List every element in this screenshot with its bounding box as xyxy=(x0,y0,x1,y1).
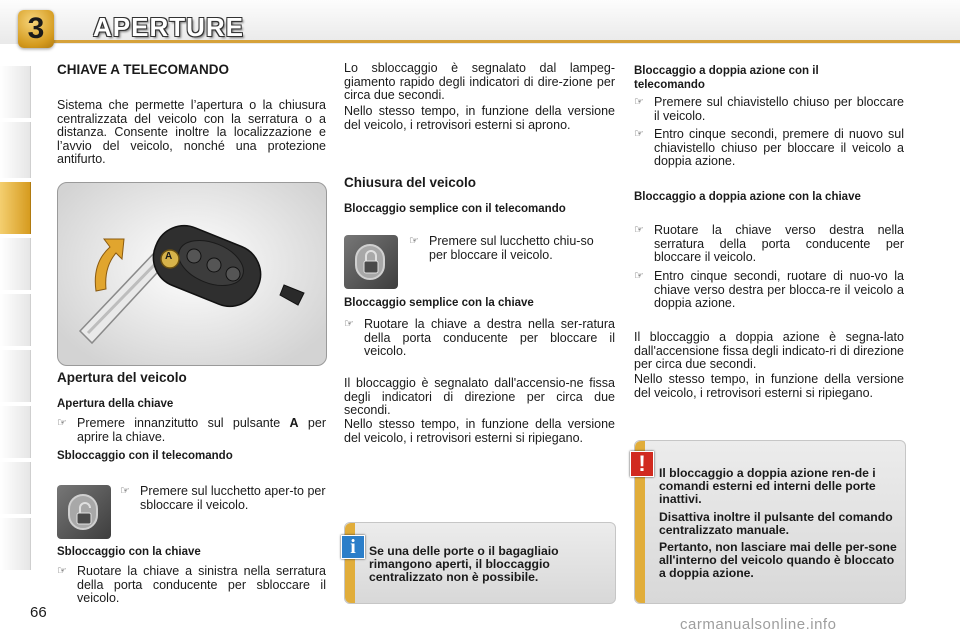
key-opening-bullet xyxy=(57,417,326,444)
key-unlock-text: Ruotare la chiave a sinistra nella serratura della porta conducente per sbloccare il veicolo. xyxy=(77,564,326,605)
button-a-label: A xyxy=(165,251,173,262)
simple-key-bullet xyxy=(344,318,615,359)
chapter-tab-2[interactable] xyxy=(0,122,31,178)
chapter-title: APERTURE xyxy=(93,12,245,42)
warning-icon: ! xyxy=(630,451,654,477)
hand-pointer-icon: ☞ xyxy=(120,485,130,497)
padlock-closed-icon xyxy=(344,235,398,289)
info-box-text: Se una delle porte o il bagagliaio rimangono aperti, il bloccaggio centralizzato non è possibile. xyxy=(369,544,559,584)
info-icon: i xyxy=(341,535,365,559)
hand-pointer-icon: ☞ xyxy=(344,318,354,330)
unlock-signal-paragraph: Lo sbloccaggio è segnalato dal lampeg-giamento rapido degli indicatori di dire-zione per circa due secondi. xyxy=(344,61,615,102)
opening-title: Apertura del veicolo xyxy=(57,370,187,385)
key-unlock-bullet xyxy=(57,565,326,606)
padlock-open-icon xyxy=(57,485,111,539)
unlock-mirrors-paragraph: Nello stesso tempo, in funzione della versione del veicolo, i retrovisori esterni si aprono. xyxy=(344,104,615,132)
key-unlock-title: Sbloccaggio con la chiave xyxy=(57,546,201,558)
double-key-bullet-1 xyxy=(634,224,904,265)
warning-text-3: Pertanto, non lasciare mai delle per-sone all'interno del veicolo quando è bloccato a doppia azione. xyxy=(659,540,897,580)
hand-pointer-icon: ☞ xyxy=(634,96,644,108)
double-remote-title: Bloccaggio a doppia azione con il telecomando xyxy=(634,65,819,91)
double-key-text-2: Entro cinque secondi, ruotare di nuo-vo la chiave verso destra per blocca-re il veicolo a doppia azione. xyxy=(654,269,904,310)
info-box xyxy=(344,522,616,604)
lock-signal-paragraph: Il bloccaggio è segnalato dall'accensio-ne fissa degli indicatori di direzione per circa due secondi. xyxy=(344,376,615,417)
chapter-tab-1[interactable] xyxy=(0,66,31,118)
key-opening-text-cont: per aprire la chiave. xyxy=(77,416,326,444)
remote-key-illustration xyxy=(57,182,327,366)
button-a-reference: A xyxy=(289,416,299,430)
warning-box xyxy=(634,440,906,604)
double-remote-text-2: Entro cinque secondi, premere di nuovo sul chiavistello chiuso per bloccare il veicolo a doppia azione. xyxy=(654,127,904,168)
chapter-tab-3-active[interactable] xyxy=(0,182,31,234)
intro-paragraph: Sistema che permette l’apertura o la chiusura centralizzata del veicolo con la serratura o a distanza. Consente inoltre la localizzazione e l’avvio del veicolo, nonché una protezione antifurto. xyxy=(57,98,326,166)
simple-remote-title: Bloccaggio semplice con il telecomando xyxy=(344,203,566,215)
simple-key-text: Ruotare la chiave a destra nella ser-ratura della porta conducente per bloccare il veicolo. xyxy=(364,317,615,358)
simple-remote-text: Premere sul lucchetto chiu-so per bloccare il veicolo. xyxy=(429,234,594,262)
remote-unlock-bullet xyxy=(120,485,326,512)
hand-pointer-icon: ☞ xyxy=(634,128,644,140)
simple-remote-bullet xyxy=(409,235,615,262)
hand-pointer-icon: ☞ xyxy=(634,224,644,236)
double-remote-bullet-2 xyxy=(634,128,904,169)
chapter-number: 3 xyxy=(27,12,45,45)
hand-pointer-icon: ☞ xyxy=(57,417,67,429)
hand-pointer-icon: ☞ xyxy=(57,565,67,577)
warning-text-1: Il bloccaggio a doppia azione ren-de i comandi esterni ed interni delle porte inattivi. xyxy=(659,466,876,506)
remote-key-drawing xyxy=(58,183,326,365)
watermark: carmanualsonline.info xyxy=(680,616,837,633)
key-opening-title: Apertura della chiave xyxy=(57,398,174,410)
remote-unlock-text: Premere sul lucchetto aper-to per sbloccare il veicolo. xyxy=(140,484,326,512)
double-remote-bullet-1 xyxy=(634,96,904,123)
remote-unlock-title: Sbloccaggio con il telecomando xyxy=(57,450,233,462)
chapter-tab-8[interactable] xyxy=(0,462,31,514)
chapter-badge xyxy=(18,10,54,48)
double-mirrors-paragraph: Nello stesso tempo, in funzione della versione del veicolo, i retrovisori esterni si ripiegano. xyxy=(634,372,904,400)
lock-mirrors-paragraph: Nello stesso tempo, in funzione della versione del veicolo, i retrovisori esterni si ripiegano. xyxy=(344,417,615,445)
simple-key-title: Bloccaggio semplice con la chiave xyxy=(344,297,534,309)
chapter-tab-6[interactable] xyxy=(0,350,31,402)
page-number: 66 xyxy=(30,604,47,621)
key-opening-text: Premere innanzitutto sul pulsante xyxy=(77,416,281,430)
hand-pointer-icon: ☞ xyxy=(409,235,419,247)
closing-title: Chiusura del veicolo xyxy=(344,175,477,190)
chapter-tab-7[interactable] xyxy=(0,406,31,458)
hand-pointer-icon: ☞ xyxy=(634,270,644,282)
section-title: CHIAVE A TELECOMANDO xyxy=(57,62,229,77)
warning-text-2: Disattiva inoltre il pulsante del comando centralizzato manuale. xyxy=(659,510,893,537)
double-signal-paragraph: Il bloccaggio a doppia azione è segna-lato dall'accensione fissa degli indicato-ri di direzione per circa due secondi. xyxy=(634,330,904,371)
chapter-tab-4[interactable] xyxy=(0,238,31,290)
double-key-title: Bloccaggio a doppia azione con la chiave xyxy=(634,191,861,203)
double-key-text-1: Ruotare la chiave verso destra nella serratura della porta conducente per bloccare il veicolo. xyxy=(654,223,904,264)
double-key-bullet-2 xyxy=(634,270,904,311)
double-remote-text-1: Premere sul chiavistello chiuso per bloccare il veicolo. xyxy=(654,95,904,123)
chapter-tab-9[interactable] xyxy=(0,518,31,570)
chapter-tab-5[interactable] xyxy=(0,294,31,346)
